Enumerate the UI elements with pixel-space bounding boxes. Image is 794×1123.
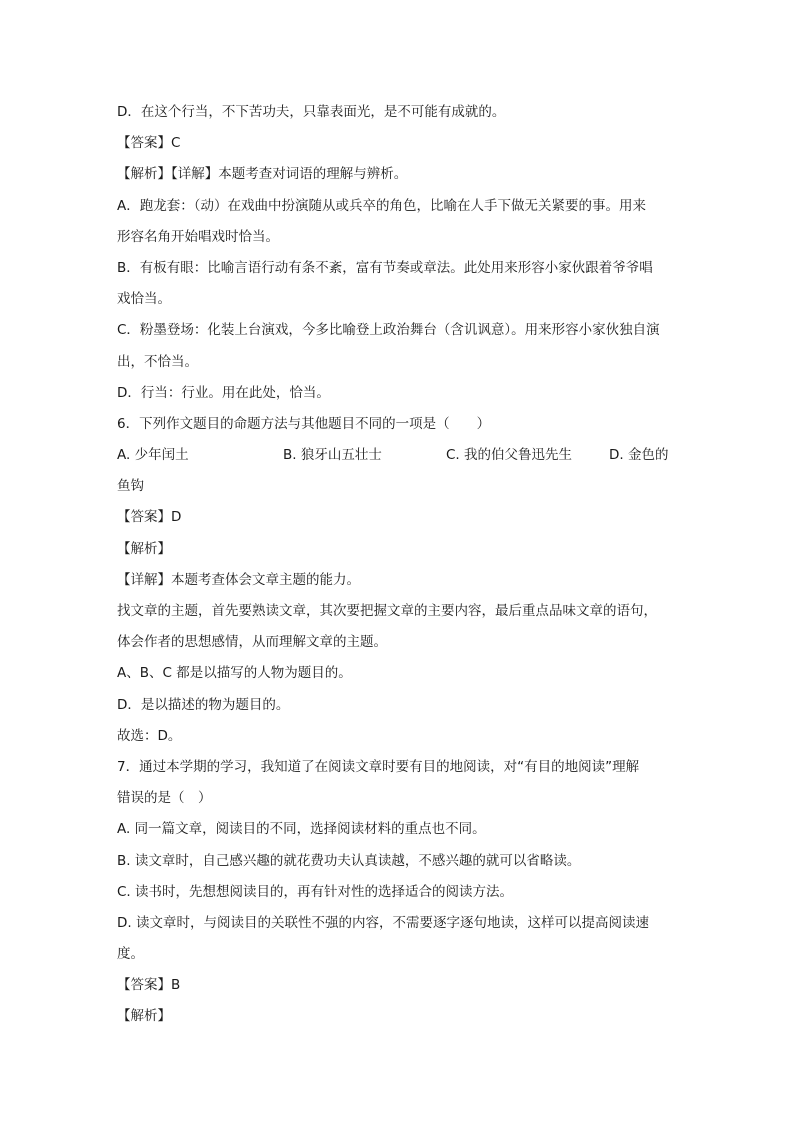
q6-analysis-heading: 【解析】 [117,540,171,557]
q7-answer: 【答案】B [117,977,181,994]
q7-option-d: D. 读文章时，与阅读目的关联性不强的内容，不需要逐字逐句地读，这样可以提高阅读速 [117,914,649,931]
q6-stem: 6．下列作文题目的命题方法与其他题目不同的一项是（ ） [117,415,491,432]
q5-analysis-b-cont: 戏恰当。 [117,291,171,308]
q7-option-d-cont: 度。 [117,946,144,963]
q6-option-c: C. 我的伯父鲁迅先生 [446,447,573,464]
q5-option-d: D．在这个行当，不下苦功夫，只靠表面光，是不可能有成就的。 [117,104,506,120]
q6-detail: 【详解】本题考查体会文章主题的能力。 [117,571,360,588]
q5-analysis-d: D．行当：行业。用在此处，恰当。 [117,384,330,401]
q6-detail-body: 找文章的主题，首先要熟读文章，其次要把握文章的主要内容，最后重点品味文章的语句， [117,603,657,619]
q5-analysis-heading: 【解析】【详解】本题考查对词语的理解与辨析。 [117,166,408,183]
q5-analysis-c-cont: 出，不恰当。 [117,353,198,370]
q5-analysis-c: C．粉墨登场：化装上台演戏，今多比喻登上政治舞台（含讥讽意）。用来形容小家伙独自演 [117,322,660,339]
q6-option-b: B. 狼牙山五壮士 [283,447,382,464]
q7-option-b: B. 读文章时，自己感兴趣的就花费功夫认真读越，不感兴趣的就可以省略读。 [117,852,581,869]
q5-analysis-b: B．有板有眼：比喻言语行动有条不紊，富有节奏或章法。此处用来形容小家伙跟着爷爷唱 [117,259,653,276]
q7-analysis-heading: 【解析】 [117,1008,171,1025]
q7-stem-cont: 错误的是（ ） [117,790,212,807]
q6-option-d: D. 金色的 [609,447,669,464]
q7-stem: 7．通过本学期的学习，我知道了在阅读文章时要有目的地阅读，对“有目的地阅读”理解 [117,758,640,775]
q6-options [117,440,677,471]
q6-option-a: A. 少年闰土 [117,447,189,464]
q6-option-d-cont: 鱼钩 [117,478,144,495]
q6-answer: 【答案】D [117,509,182,526]
q6-detail-body-cont: 体会作者的思想感情，从而理解文章的主题。 [117,634,387,651]
q7-option-c: C. 读书时，先想想阅读目的，再有针对性的选择适合的阅读方法。 [117,883,514,900]
q6-conclusion: 故选：D。 [117,727,182,744]
q6-detail-d: D．是以描述的物为题目的。 [117,696,290,713]
q6-detail-abc: A、B、C 都是以描写的人物为题目的。 [117,665,352,682]
document-page [117,97,677,1033]
q5-answer: 【答案】C [117,135,181,152]
q5-analysis-a-cont: 形容名角开始唱戏时恰当。 [117,228,279,245]
q7-option-a: A. 同一篇文章，阅读目的不同，选择阅读材料的重点也不同。 [117,821,486,838]
q5-analysis-a: A．跑龙套：（动）在戏曲中扮演随从或兵卒的角色，比喻在人手下做无关紧要的事。用来 [117,197,646,214]
